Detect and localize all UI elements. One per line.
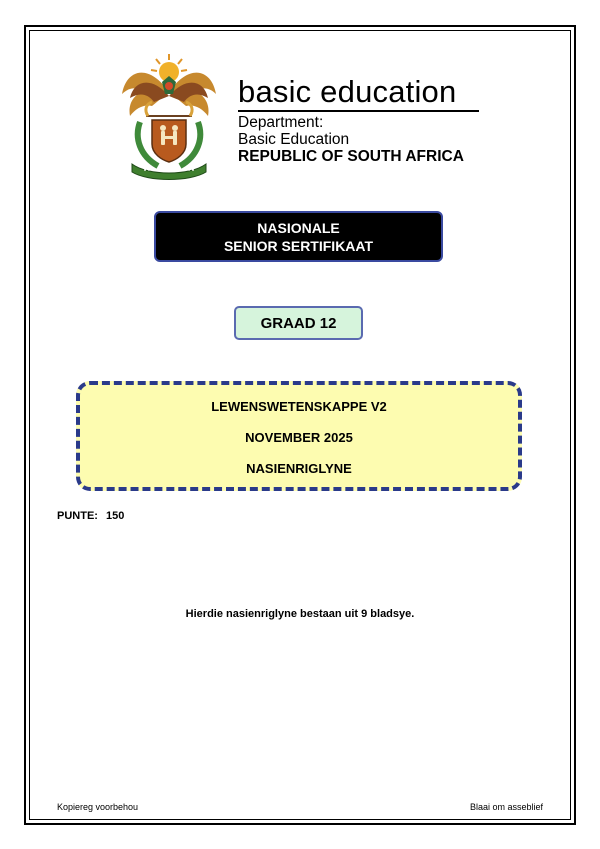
- turn-page-notice: Blaai om asseblief: [469, 802, 543, 812]
- department-label: Department:: [238, 114, 324, 131]
- marks-label: PUNTE:: [57, 510, 98, 522]
- certificate-title-line-2: SENIOR SERTIFIKAAT: [223, 237, 374, 254]
- marks-value: 150: [105, 510, 125, 522]
- exam-date: NOVEMBER 2025: [245, 430, 353, 445]
- subject-info-box: [76, 381, 522, 491]
- brand-underline: [238, 110, 479, 112]
- certificate-title-line-1: NASIONALE: [257, 219, 340, 236]
- copyright-notice: Kopiereg voorbehou: [57, 802, 139, 812]
- page-count-note: Hierdie nasienriglyne bestaan uit 9 bladsye.: [185, 608, 415, 620]
- country-name: REPUBLIC OF SOUTH AFRICA: [238, 148, 464, 165]
- total-marks: [57, 510, 124, 522]
- certificate-title-box: [154, 211, 443, 262]
- coat-of-arms-icon: [118, 52, 220, 180]
- subject-name: LEWENSWETENSKAPPE V2: [211, 399, 387, 414]
- document-type: NASIENRIGLYNE: [246, 461, 352, 476]
- brand-name: basic education: [238, 74, 457, 109]
- grade-label: GRAAD 12: [260, 314, 337, 332]
- department-name: Basic Education: [238, 131, 350, 148]
- grade-badge: [234, 306, 363, 340]
